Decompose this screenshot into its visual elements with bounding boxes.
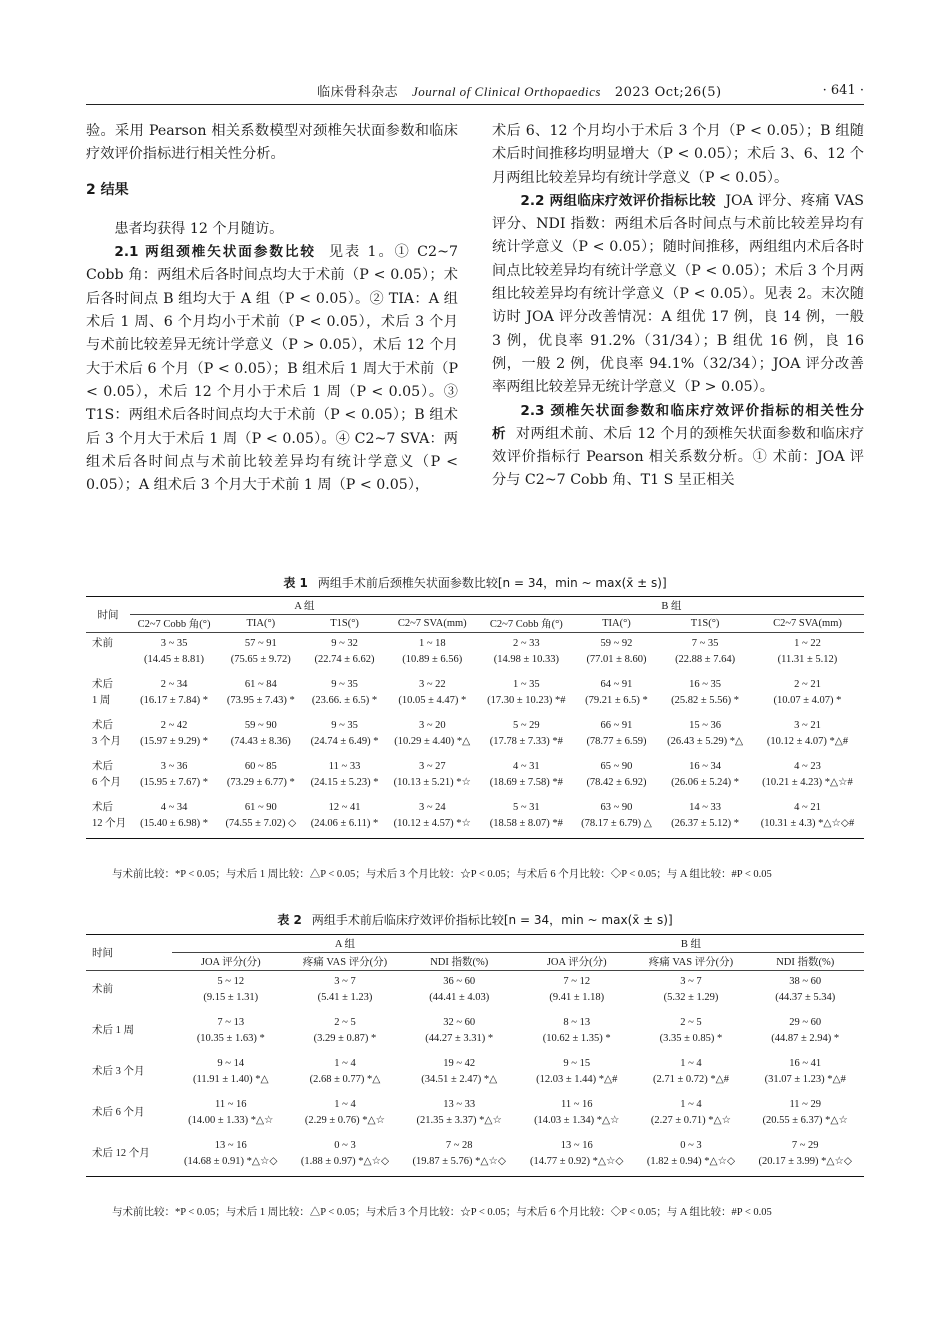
table-cell (172, 971, 290, 1013)
cell-range: 1 ~ 4 (334, 1099, 356, 1110)
cell-range: 14 ~ 33 (689, 802, 722, 813)
cell-mean-sd: (73.95 ± 7.43) * (226, 695, 295, 706)
cell-mean-sd: (24.06 ± 6.11) * (310, 818, 379, 829)
table-cell (574, 633, 659, 675)
table2-body (86, 971, 864, 1177)
table-cell (751, 756, 864, 797)
cell-range: 9 ~ 35 (331, 720, 358, 731)
cell-mean-sd: (22.88 ± 7.64) (675, 654, 736, 665)
table-row (86, 797, 864, 839)
cell-mean-sd: (78.77 ± 6.59) (586, 736, 647, 747)
cell-range: 11 ~ 33 (328, 761, 361, 772)
cell-range: 5 ~ 31 (513, 802, 540, 813)
cell-range: 38 ~ 60 (789, 976, 822, 987)
cell-range: 13 ~ 16 (214, 1140, 247, 1151)
cell-range: 19 ~ 42 (443, 1058, 476, 1069)
table-cell (659, 756, 751, 797)
cell-mean-sd: (77.01 ± 8.60) (586, 654, 647, 665)
table2-title: 两组手术前后临床疗效评价指标比较[n = 34，min ~ max(x̄ ± s)] (311, 913, 673, 927)
table-cell (172, 1135, 290, 1177)
table2-footnote: 与术前比较：*P < 0.05；与术后 1 周比较：△P < 0.05；与术后 3 个月比较：☆P < 0.05；与术后 6 个月比较：◇P < 0.05；与 A 组比较：#P < 0.05 (112, 1207, 772, 1218)
table-cell (304, 633, 386, 675)
subsection-text: 对两组术前、术后 12 个月的颈椎矢状面参数和临床疗效评价指标行 Pearson 相关系数分析。① 术前：JOA 评分与 C2~7 Cobb 角、T1 S 呈正相关 (492, 425, 865, 489)
cell-mean-sd: (44.37 ± 5.34) (775, 992, 836, 1003)
cell-range: 16 ~ 34 (689, 761, 722, 772)
cell-mean-sd: (19.87 ± 5.76) *△☆◇ (412, 1156, 506, 1167)
cell-range: 3 ~ 35 (160, 638, 188, 649)
table-cell (290, 1053, 401, 1094)
cell-mean-sd: (10.12 ± 4.07) *△# (766, 736, 849, 747)
cell-mean-sd: (44.41 ± 4.03) (429, 992, 490, 1003)
table-cell (518, 971, 636, 1013)
row-time-label: 术后 3 个月 (92, 720, 121, 747)
cell-mean-sd: (14.00 ± 1.33) *△☆ (188, 1115, 274, 1126)
cell-range: 3 ~ 22 (418, 679, 446, 690)
table-row (86, 756, 864, 797)
cell-mean-sd: (11.31 ± 5.12) (777, 654, 838, 665)
cell-mean-sd: (26.06 ± 5.24) * (671, 777, 740, 788)
table-cell (218, 633, 303, 675)
table-cell (290, 1094, 401, 1135)
cell-range: 64 ~ 91 (600, 679, 633, 690)
table-cell (304, 674, 386, 715)
cell-range: 65 ~ 90 (600, 761, 633, 772)
paragraph (492, 400, 864, 493)
cell-range: 4 ~ 34 (160, 802, 188, 813)
table-cell (751, 797, 864, 839)
table-cell (479, 797, 574, 839)
table1-time-header: 时间 (86, 597, 130, 633)
table-cell (386, 797, 479, 839)
cell-mean-sd: (9.15 ± 1.31) (203, 992, 259, 1003)
row-time-label: 术后 1 周 (92, 1025, 134, 1036)
cell-range: 29 ~ 60 (789, 1017, 822, 1028)
cell-range: 3 ~ 27 (418, 761, 446, 772)
table-cell (400, 1094, 518, 1135)
table-cell (636, 971, 747, 1013)
cell-mean-sd: (2.68 ± 0.77) *△ (309, 1074, 381, 1085)
table-cell (746, 1094, 864, 1135)
cell-range: 1 ~ 4 (680, 1058, 702, 1069)
cell-mean-sd: (10.05 ± 4.47) * (398, 695, 467, 706)
table-cell (218, 674, 303, 715)
table-cell (659, 633, 751, 675)
cell-mean-sd: (15.95 ± 7.67) * (140, 777, 208, 788)
table-row (86, 1094, 864, 1135)
cell-mean-sd: (44.87 ± 2.94) * (771, 1033, 840, 1044)
cell-range: 9 ~ 15 (563, 1058, 591, 1069)
column-header: 疼痛 VAS 评分(分) (290, 953, 401, 971)
cell-mean-sd: (16.17 ± 7.84) * (140, 695, 208, 706)
cell-mean-sd: (78.17 ± 6.79) △ (581, 818, 652, 829)
table-cell (636, 1135, 747, 1177)
table-cell (479, 715, 574, 756)
table-cell (518, 1053, 636, 1094)
cell-mean-sd: (74.43 ± 8.36) (230, 736, 291, 747)
table-cell (218, 797, 303, 839)
cell-mean-sd: (21.35 ± 3.37) *△☆ (416, 1115, 502, 1126)
cell-range: 1 ~ 4 (680, 1099, 702, 1110)
paragraph (492, 190, 864, 400)
table-cell (304, 756, 386, 797)
table1-footnote: 与术前比较：*P < 0.05；与术后 1 周比较：△P < 0.05；与术后 3 个月比较：☆P < 0.05；与术后 6 个月比较：◇P < 0.05；与 A 组比较：#P < 0.05 (112, 869, 772, 880)
table1-group-b: B 组 (479, 597, 864, 615)
row-time-label: 术后 12 个月 (86, 797, 130, 839)
cell-mean-sd: (44.27 ± 3.31) * (425, 1033, 494, 1044)
cell-range: 57 ~ 91 (244, 638, 277, 649)
row-time-label: 术后 1 周 (92, 679, 113, 706)
cell-mean-sd: (14.68 ± 0.91) *△☆◇ (184, 1156, 278, 1167)
cell-range: 2 ~ 21 (794, 679, 821, 690)
table-cell (290, 971, 401, 1013)
paragraph: 验。采用 Pearson 相关系数模型对颈椎矢状面参数和临床疗效评价指标进行相关性分析。 (86, 123, 458, 163)
cell-mean-sd: (10.13 ± 5.21) *☆ (393, 777, 471, 788)
cell-mean-sd: (17.30 ± 10.23) *# (487, 695, 566, 706)
table-cell (574, 674, 659, 715)
table-cell (479, 756, 574, 797)
cell-range: 3 ~ 36 (160, 761, 188, 772)
journal-name-cn: 临床骨科杂志 (317, 84, 399, 100)
cell-range: 11 ~ 16 (214, 1099, 247, 1110)
cell-mean-sd: (74.55 ± 7.02) ◇ (225, 818, 297, 829)
cell-mean-sd: (23.66. ± 6.5) * (311, 695, 378, 706)
table1-caption (86, 574, 864, 591)
table-cell (130, 797, 218, 839)
subsection-heading: 2.1 两组颈椎矢状面参数比较 (114, 244, 316, 261)
cell-range: 12 ~ 41 (328, 802, 361, 813)
cell-range: 16 ~ 35 (689, 679, 722, 690)
table-cell (172, 1012, 290, 1053)
table-cell (746, 1135, 864, 1177)
cell-range: 11 ~ 29 (789, 1099, 821, 1110)
column-header: JOA 评分(分) (172, 953, 290, 971)
table-cell (218, 756, 303, 797)
cell-mean-sd: (26.43 ± 5.29) *△ (667, 736, 744, 747)
table-cell (574, 797, 659, 839)
cell-mean-sd: (10.29 ± 4.40) *△ (394, 736, 471, 747)
cell-mean-sd: (18.69 ± 7.58) *# (489, 777, 563, 788)
row-time-label: 术后 6 个月 (92, 1107, 145, 1118)
table-cell (659, 674, 751, 715)
journal-citation (317, 81, 722, 100)
column-header: C2~7 Cobb 角(°) (130, 615, 218, 633)
row-time-label: 术前 (92, 638, 113, 649)
cell-mean-sd: (10.07 ± 4.07) * (773, 695, 842, 706)
cell-mean-sd: (10.21 ± 4.23) *△☆# (762, 777, 853, 788)
column-header: TIA(°) (218, 615, 303, 633)
table2-group-b: B 组 (518, 935, 864, 953)
column-header: TIA(°) (574, 615, 659, 633)
cell-range: 7 ~ 13 (217, 1017, 245, 1028)
table-cell (636, 1053, 747, 1094)
cell-mean-sd: (10.12 ± 4.57) *☆ (393, 818, 471, 829)
table1-label: 表 1 (283, 576, 308, 590)
cell-range: 13 ~ 33 (443, 1099, 476, 1110)
table-row (86, 971, 864, 1013)
cell-range: 36 ~ 60 (443, 976, 476, 987)
table1 (86, 596, 864, 839)
cell-mean-sd: (14.45 ± 8.81) (144, 654, 205, 665)
cell-range: 2 ~ 5 (680, 1017, 702, 1028)
cell-mean-sd: (20.17 ± 3.99) *△☆◇ (758, 1156, 852, 1167)
cell-mean-sd: (18.58 ± 8.07) *# (489, 818, 563, 829)
table-cell (172, 1094, 290, 1135)
table1-body (86, 633, 864, 839)
cell-mean-sd: (24.15 ± 5.23) * (310, 777, 379, 788)
cell-mean-sd: (15.40 ± 6.98) * (140, 818, 208, 829)
cell-range: 1 ~ 18 (418, 638, 446, 649)
cell-mean-sd: (22.74 ± 6.62) (314, 654, 375, 665)
table-cell (659, 715, 751, 756)
table1-column-headers (86, 615, 864, 633)
subsection-text: JOA 评分、疼痛 VAS 评分、NDI 指数：两组术后各时间点与术前比较差异均有统计学意义（P < 0.05）；随时间推移，两组组内术后各时间点比较差异均有统计学意义（P < 0.05）；术后 3 个月两组比较差异均有统计学意义（P < 0.05）。见表 2。末次随访时 JOA 评分改善情况：A 组优 17 例，良 14 例，一般 3 例，优良率 91.2%（31/34）；B 组优 16 例，良 16 例，一般 2 例，优良率 94.1%（32/34）；JOA 评分改善率两组比较差异无统计学意义（P > 0.05）。 (492, 192, 864, 396)
cell-mean-sd: (17.78 ± 7.33) *# (489, 736, 563, 747)
cell-range: 32 ~ 60 (443, 1017, 476, 1028)
cell-mean-sd: (5.41 ± 1.23) (317, 992, 373, 1003)
cell-range: 9 ~ 35 (331, 679, 358, 690)
cell-range: 59 ~ 92 (600, 638, 633, 649)
table-cell (751, 674, 864, 715)
table-cell (172, 1053, 290, 1094)
row-time-label: 术后 6 个月 (92, 761, 121, 788)
cell-mean-sd: (11.91 ± 1.40) *△ (192, 1074, 269, 1085)
cell-mean-sd: (10.35 ± 1.63) * (196, 1033, 265, 1044)
table-cell (130, 756, 218, 797)
table-cell (479, 633, 574, 675)
table-cell (386, 756, 479, 797)
row-time-label: 术前 (92, 984, 113, 995)
journal-name-en: Journal of Clinical Orthopaedics (411, 83, 601, 99)
cell-range: 60 ~ 85 (244, 761, 277, 772)
cell-mean-sd: (31.07 ± 1.23) *△# (764, 1074, 846, 1085)
paragraph (86, 241, 458, 497)
table-cell (130, 674, 218, 715)
cell-mean-sd: (20.55 ± 6.37) *△☆ (762, 1115, 848, 1126)
cell-mean-sd: (25.82 ± 5.56) * (671, 695, 740, 706)
table-row (86, 674, 864, 715)
table2-group-a: A 组 (172, 935, 518, 953)
table-cell (304, 797, 386, 839)
cell-mean-sd: (75.65 ± 9.72) (230, 654, 291, 665)
cell-range: 3 ~ 24 (418, 802, 446, 813)
table-cell (751, 715, 864, 756)
cell-mean-sd: (10.62 ± 1.35) * (542, 1033, 611, 1044)
table-cell (130, 715, 218, 756)
column-header: NDI 指数(%) (746, 953, 864, 971)
cell-mean-sd: (14.03 ± 1.34) *△☆ (534, 1115, 620, 1126)
table-cell (400, 971, 518, 1013)
cell-range: 3 ~ 21 (794, 720, 821, 731)
table-cell (636, 1012, 747, 1053)
cell-range: 3 ~ 7 (680, 976, 702, 987)
table-cell (386, 633, 479, 675)
journal-issue: 2023 Oct;26(5) (614, 84, 722, 100)
table-cell (400, 1012, 518, 1053)
table-row (86, 1053, 864, 1094)
cell-range: 1 ~ 4 (334, 1058, 356, 1069)
cell-mean-sd: (79.21 ± 6.5) * (585, 695, 648, 706)
subsection-heading: 2.2 两组临床疗效评价指标比较 (520, 192, 716, 209)
cell-mean-sd: (73.29 ± 6.77) * (226, 777, 295, 788)
cell-range: 2 ~ 42 (160, 720, 188, 731)
cell-range: 0 ~ 3 (680, 1140, 702, 1151)
table-cell (479, 674, 574, 715)
table-cell (518, 1135, 636, 1177)
cell-mean-sd: (3.29 ± 0.87) * (313, 1033, 377, 1044)
cell-range: 7 ~ 29 (791, 1140, 819, 1151)
cell-range: 1 ~ 22 (794, 638, 821, 649)
cell-mean-sd: (2.71 ± 0.72) *△# (652, 1074, 729, 1085)
cell-mean-sd: (9.41 ± 1.18) (549, 992, 605, 1003)
table-cell (386, 674, 479, 715)
table-cell (518, 1012, 636, 1053)
table-cell (218, 715, 303, 756)
cell-mean-sd: (24.74 ± 6.49) * (310, 736, 379, 747)
column-header: NDI 指数(%) (400, 953, 518, 971)
cell-range: 61 ~ 90 (244, 802, 277, 813)
column-header: JOA 评分(分) (518, 953, 636, 971)
cell-mean-sd: (1.82 ± 0.94) *△☆◇ (646, 1156, 736, 1167)
header-rule (86, 104, 864, 105)
cell-range: 7 ~ 12 (563, 976, 591, 987)
cell-mean-sd: (12.03 ± 1.44) *△# (536, 1074, 618, 1085)
right-column (492, 120, 864, 493)
cell-range: 5 ~ 29 (513, 720, 540, 731)
cell-range: 9 ~ 32 (331, 638, 358, 649)
cell-range: 7 ~ 28 (445, 1140, 473, 1151)
cell-range: 61 ~ 84 (244, 679, 277, 690)
cell-range: 66 ~ 91 (600, 720, 633, 731)
cell-range: 4 ~ 31 (513, 761, 540, 772)
cell-range: 11 ~ 16 (560, 1099, 593, 1110)
cell-range: 63 ~ 90 (600, 802, 633, 813)
column-header: C2~7 SVA(mm) (386, 615, 479, 633)
table-row (86, 1135, 864, 1177)
paragraph: 术后 6、12 个月均小于术后 3 个月（P < 0.05）；B 组随术后时间推移均明显增大（P < 0.05）；术后 3、6、12 个月两组比较差异均有统计学意义（P < 0.05）。 (492, 123, 864, 186)
column-header: 疼痛 VAS 评分(分) (636, 953, 747, 971)
table-row (86, 1012, 864, 1053)
table-cell (751, 633, 864, 675)
cell-mean-sd: (1.88 ± 0.97) *△☆◇ (300, 1156, 390, 1167)
subsection-heading: 2.3 颈椎矢状面参数和临床疗效评价指标的相关性分析 (492, 402, 864, 442)
table-cell (400, 1053, 518, 1094)
cell-range: 2 ~ 33 (513, 638, 540, 649)
row-time-label: 术后 3 个月 (92, 1066, 145, 1077)
cell-range: 8 ~ 13 (563, 1017, 591, 1028)
table2 (86, 934, 864, 1177)
cell-range: 13 ~ 16 (560, 1140, 593, 1151)
cell-mean-sd: (2.29 ± 0.76) *△☆ (304, 1115, 386, 1126)
cell-range: 4 ~ 21 (794, 802, 821, 813)
page-number: · 641 · (822, 82, 864, 98)
cell-range: 15 ~ 36 (689, 720, 722, 731)
table-cell (636, 1094, 747, 1135)
cell-range: 3 ~ 20 (418, 720, 446, 731)
table1-title: 两组手术前后颈椎矢状面参数比较[n = 34，min ~ max(x̄ ± s)] (317, 576, 667, 590)
table2-label: 表 2 (277, 913, 302, 927)
column-header: C2~7 SVA(mm) (751, 615, 864, 633)
table-cell (130, 633, 218, 675)
table-cell (400, 1135, 518, 1177)
table-cell (746, 1053, 864, 1094)
cell-mean-sd: (26.37 ± 5.12) * (671, 818, 740, 829)
table-cell (659, 797, 751, 839)
paragraph: 患者均获得 12 个月随访。 (114, 220, 284, 237)
column-header: T1S(°) (659, 615, 751, 633)
cell-mean-sd: (5.32 ± 1.29) (663, 992, 719, 1003)
cell-range: 7 ~ 35 (691, 638, 719, 649)
cell-mean-sd: (78.42 ± 6.92) (586, 777, 647, 788)
table-cell (386, 715, 479, 756)
cell-mean-sd: (10.31 ± 4.3) *△☆◇# (760, 818, 855, 829)
column-header: T1S(°) (304, 615, 386, 633)
table2-caption (86, 911, 864, 928)
table-row (86, 633, 864, 675)
table-cell (290, 1135, 401, 1177)
cell-mean-sd: (34.51 ± 2.47) *△ (421, 1074, 498, 1085)
section-heading: 2 结果 (86, 181, 129, 198)
cell-range: 1 ~ 35 (513, 679, 540, 690)
table-cell (290, 1012, 401, 1053)
cell-mean-sd: (14.77 ± 0.92) *△☆◇ (530, 1156, 624, 1167)
cell-range: 59 ~ 90 (244, 720, 277, 731)
subsection-text: 见表 1。① C2~7 Cobb 角：两组术后各时间点均大于术前（P < 0.05）；术后各时间点 B 组均大于 A 组（P < 0.05）。② TIA：A 组术后 1 周、6 个月均小于术前（P < 0.05），术后 3 个月与术前比较差异无统计学意义（P > 0.05），术后 12 个月大于术后 6 个月（P < 0.05）；B 组术后 1 周大于术前（P < 0.05），术后 12 个月小于术后 1 周（P < 0.05）。③ T1S：两组术后各时间点均大于术前（P < 0.05）；B 组术后 3 个月大于术后 1 周（P < 0.05）。④ C2~7 SVA：两组术后各时间点与术前比较差异均有统计学意义（P < 0.05）；A 组术后 3 个月大于术前 1 周（P < 0.05）， (86, 244, 458, 494)
table-cell (304, 715, 386, 756)
table2-column-headers (86, 953, 864, 971)
cell-range: 3 ~ 7 (334, 976, 356, 987)
cell-range: 9 ~ 14 (217, 1058, 245, 1069)
cell-mean-sd: (3.35 ± 0.85) * (659, 1033, 723, 1044)
table-row (86, 715, 864, 756)
table1-group-a: A 组 (130, 597, 479, 615)
table-cell (574, 756, 659, 797)
cell-mean-sd: (14.98 ± 10.33) (493, 654, 559, 665)
table2-time-header: 时间 (86, 935, 172, 971)
table-cell (574, 715, 659, 756)
left-column (86, 120, 458, 497)
table-cell (746, 1012, 864, 1053)
cell-mean-sd: (10.89 ± 6.56) (402, 654, 463, 665)
cell-range: 2 ~ 34 (160, 679, 188, 690)
cell-range: 5 ~ 12 (217, 976, 245, 987)
row-time-label: 术后 12 个月 (86, 1135, 172, 1177)
cell-mean-sd: (15.97 ± 9.29) * (140, 736, 208, 747)
cell-mean-sd: (2.27 ± 0.71) *△☆ (650, 1115, 732, 1126)
running-header (86, 80, 864, 100)
table-cell (746, 971, 864, 1013)
column-header: C2~7 Cobb 角(°) (479, 615, 574, 633)
table-cell (518, 1094, 636, 1135)
cell-range: 4 ~ 23 (794, 761, 821, 772)
cell-range: 0 ~ 3 (334, 1140, 356, 1151)
cell-range: 2 ~ 5 (334, 1017, 356, 1028)
cell-range: 16 ~ 41 (789, 1058, 822, 1069)
